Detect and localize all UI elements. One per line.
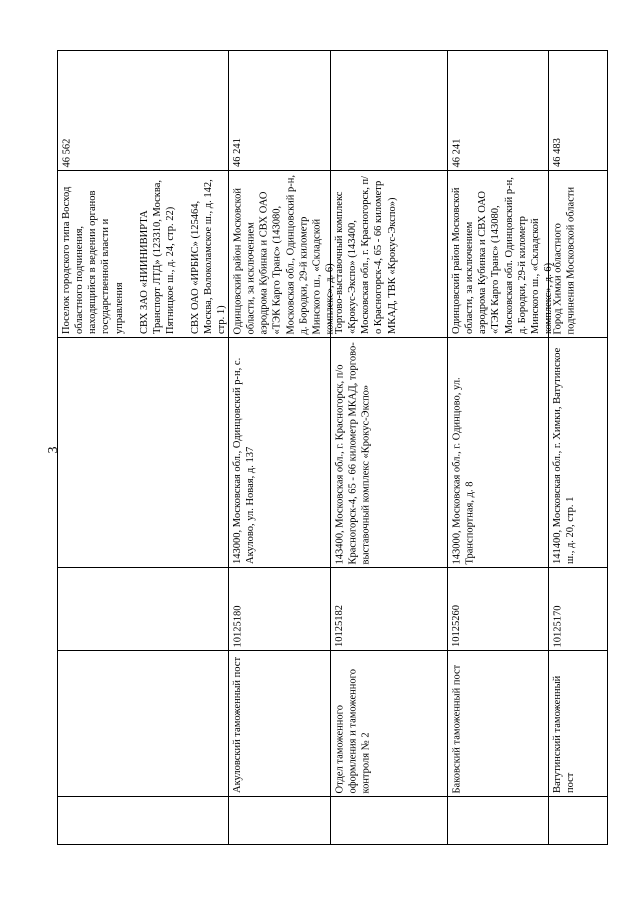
oktmo-text: 46 562 (61, 138, 72, 167)
table-cell-address (57, 337, 228, 567)
table-cell-code (447, 567, 548, 650)
table-cell-post-name (57, 650, 228, 796)
oktmo-text (333, 53, 444, 167)
code-text: 10125182 (334, 605, 345, 647)
table-cell-oktmo (447, 50, 548, 170)
zone-paragraph: Город Химки областного подчинения Московской области (552, 186, 577, 334)
table-cell-address (548, 337, 608, 567)
address-text (60, 340, 225, 564)
post-name-text: Баковский таможенный пост (451, 664, 462, 793)
oktmo-text: 46 241 (451, 138, 462, 167)
table-cell-post-name (548, 650, 608, 796)
address-text: 143000, Московская обл., Одинцовский р-н, с. Акулово, ул. Новая, д. 137 (232, 357, 257, 564)
oktmo-text: 46 241 (232, 138, 243, 167)
table-cell-oktmo (228, 50, 330, 170)
zone-paragraph: Торгово-выставочный комплекс «Крокус-Экспо» (143400, Московская обл., г. Красногорск, п/о Красногорск-4, 65 - 66 километр МКАД, ТВК «Крокус-Экспо») (334, 175, 398, 334)
table-cell-code (228, 567, 330, 650)
post-name-text: Ватутинский таможенный пост (552, 675, 577, 793)
zone-paragraph: Одинцовский район Московской области, за исключением аэродрома Кубинка и СВХ ОАО «ТЭК Карго Транс» (143080, Московская обл. Одинцовский р-н, д. Бородки, 29-й километр Минского ш., «Складской комплекс», д. 6) (451, 177, 554, 334)
post-name-text: Акуловский таможенный пост (232, 656, 243, 793)
table-cell-zone (548, 170, 608, 337)
table-cell-code (57, 567, 228, 650)
post-name-text: Отдел таможенного оформления и таможенного контроля № 2 (334, 668, 372, 793)
table-cell-code (330, 567, 447, 650)
zone-paragraph: СВХ ОАО «ИРБИС» (125464, Москва, Волоколамское ш., д. 142, стр. 1) (190, 179, 228, 334)
code-text: 10125170 (552, 605, 563, 647)
page-number: 3 (46, 446, 61, 454)
code-text: 10125260 (451, 605, 462, 647)
zone-paragraph: Поселок городского типа Восход областного подчинения, находящийся в ведении органов государственной власти и управления (61, 186, 125, 334)
table-cell-zone (330, 170, 447, 337)
table-cell-zone (57, 170, 228, 337)
post-name-text (60, 653, 225, 793)
zone-paragraph: СВХ ЗАО «НИИНИВИРТА Транспорт ЛТД» (123310, Москва, Пятницкое ш., д. 24, стр. 22) (138, 179, 176, 334)
table-cell-zone (228, 170, 335, 337)
column-divider (57, 796, 608, 797)
oktmo-text: 46 483 (552, 138, 563, 167)
table-cell-code (548, 567, 608, 650)
table-cell-address (228, 337, 330, 567)
zone-paragraph: Одинцовский район Московской области, за исключением аэродрома Кубинка и СВХ ОАО «ТЭК Карго Транс» (143080, Московская обл., Одинцовский р-н, д. Бородки, 29-й километр Минского ш., «Складской комплекс», д. 6) (232, 174, 335, 334)
table-cell-address (447, 337, 548, 567)
table-cell-post-name (447, 650, 548, 796)
table-cell-post-name (330, 650, 447, 796)
table-cell-post-name (228, 650, 330, 796)
table-cell-zone (447, 170, 554, 337)
table-cell-oktmo (330, 50, 447, 170)
table-cell-oktmo (548, 50, 608, 170)
address-text: 143400, Московская обл., г. Красногорск, п/о Красногорск-4, 65 - 66 километр МКАД, торгово-выставочный комплекс «Крокус-Экспо» (334, 341, 372, 564)
address-text: 141400, Московская обл., г. Химки, Ватутинское ш., д. 20, стр. 1 (552, 347, 577, 564)
address-text: 143000, Московская обл., г. Одинцово, ул. Транспортная, д. 8 (451, 376, 476, 564)
code-text: 10125180 (232, 605, 243, 647)
table-cell-address (330, 337, 447, 567)
code-text (60, 570, 225, 647)
table-cell-oktmo (57, 50, 228, 170)
